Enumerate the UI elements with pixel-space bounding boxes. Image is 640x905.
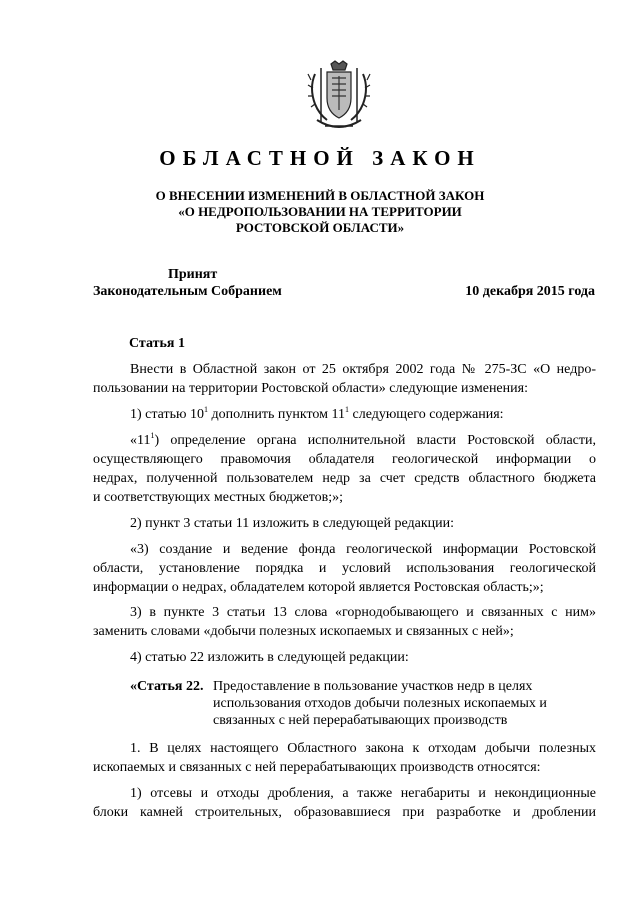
item-1 bbox=[93, 405, 596, 424]
subtitle-line: РОСТОВСКОЙ ОБЛАСТИ» bbox=[235, 220, 405, 235]
adoption-date: 10 декабря 2015 года bbox=[465, 284, 595, 299]
paragraph-line: 1) отсевы и отходы дробления, а также негабариты и некондиционные bbox=[130, 786, 596, 801]
paragraph-line: ископаемых и связанных с ней перерабатывающих производств относятся: bbox=[93, 760, 541, 775]
subtitle-line: «О НЕДРОПОЛЬЗОВАНИИ НА ТЕРРИТОРИИ bbox=[178, 204, 462, 219]
paragraph-line: области, установление порядка и условий использования геологической bbox=[93, 561, 596, 576]
article-22-paragraph-2 bbox=[93, 784, 596, 822]
coat-of-arms-icon bbox=[305, 60, 373, 132]
article-22-title-line: связанных с ней перерабатывающих производств bbox=[213, 713, 508, 728]
law-subtitle bbox=[0, 188, 640, 236]
item-1-text bbox=[93, 431, 596, 507]
paragraph-line: пользовании на территории Ростовской области» следующие изменения: bbox=[93, 381, 528, 396]
paragraph-line: 4) статью 22 изложить в следующей редакции: bbox=[130, 650, 409, 665]
paragraph-line: осуществляющего правомочия обладателя геологической информации о bbox=[93, 452, 596, 467]
paragraph-line: «3) создание и ведение фонда геологической информации Ростовской bbox=[130, 542, 596, 557]
paragraph-line: недрах, полученной пользователем недр за счет средств областного бюджета bbox=[93, 471, 596, 486]
article-22-number: «Статья 22. bbox=[130, 679, 204, 694]
paragraph-line: заменить словами «добычи полезных ископаемых и связанных с ней»; bbox=[93, 624, 514, 639]
paragraph-line: блоки камней строительных, образовавшиеся при разработке и дроблении bbox=[93, 805, 596, 820]
item-2 bbox=[93, 514, 596, 533]
article-22-label bbox=[130, 678, 203, 695]
article-22-paragraph-1 bbox=[93, 739, 596, 777]
item-3 bbox=[93, 603, 596, 641]
article-22-title bbox=[213, 678, 593, 729]
adopted-by: Законодательным Собранием bbox=[93, 284, 282, 299]
paragraph-line: 1. В целях настоящего Областного закона к отходам добычи полезных bbox=[130, 741, 596, 756]
subtitle-line: О ВНЕСЕНИИ ИЗМЕНЕНИЙ В ОБЛАСТНОЙ ЗАКОН bbox=[155, 188, 485, 203]
paragraph-line: Внести в Областной закон от 25 октября 2002 года № 275-ЗС «О недро- bbox=[130, 362, 596, 377]
item-4 bbox=[93, 648, 596, 667]
paragraph-line: 1) статью $10^1$ дополнить пунктом $11^1$ следующего содержания: bbox=[130, 405, 504, 422]
paragraph-line: 3) в пункте 3 статьи 13 слова «горнодобывающего и связанных с ним» bbox=[130, 605, 596, 620]
paragraph-line: информации о недрах, обладателем которой является Ростовская область;»; bbox=[93, 580, 544, 595]
article-22-title-line: Предоставление в пользование участков недр в целях bbox=[213, 679, 533, 694]
paragraph-line: «$11^1$) определение органа исполнительной власти Ростовской области, bbox=[130, 431, 596, 448]
article-22-title-line: использования отходов добычи полезных ископаемых и bbox=[213, 696, 547, 711]
paragraph-intro bbox=[93, 360, 596, 398]
article-heading: Статья 1 bbox=[129, 336, 185, 351]
item-2-text bbox=[93, 540, 596, 597]
law-type-title: ОБЛАСТНОЙ ЗАКОН bbox=[159, 146, 481, 170]
paragraph-line: 2) пункт 3 статьи 11 изложить в следующей редакции: bbox=[130, 516, 454, 531]
adopted-label: Принят bbox=[168, 267, 218, 282]
paragraph-line: и соответствующих местных бюджетов;»; bbox=[93, 490, 344, 505]
